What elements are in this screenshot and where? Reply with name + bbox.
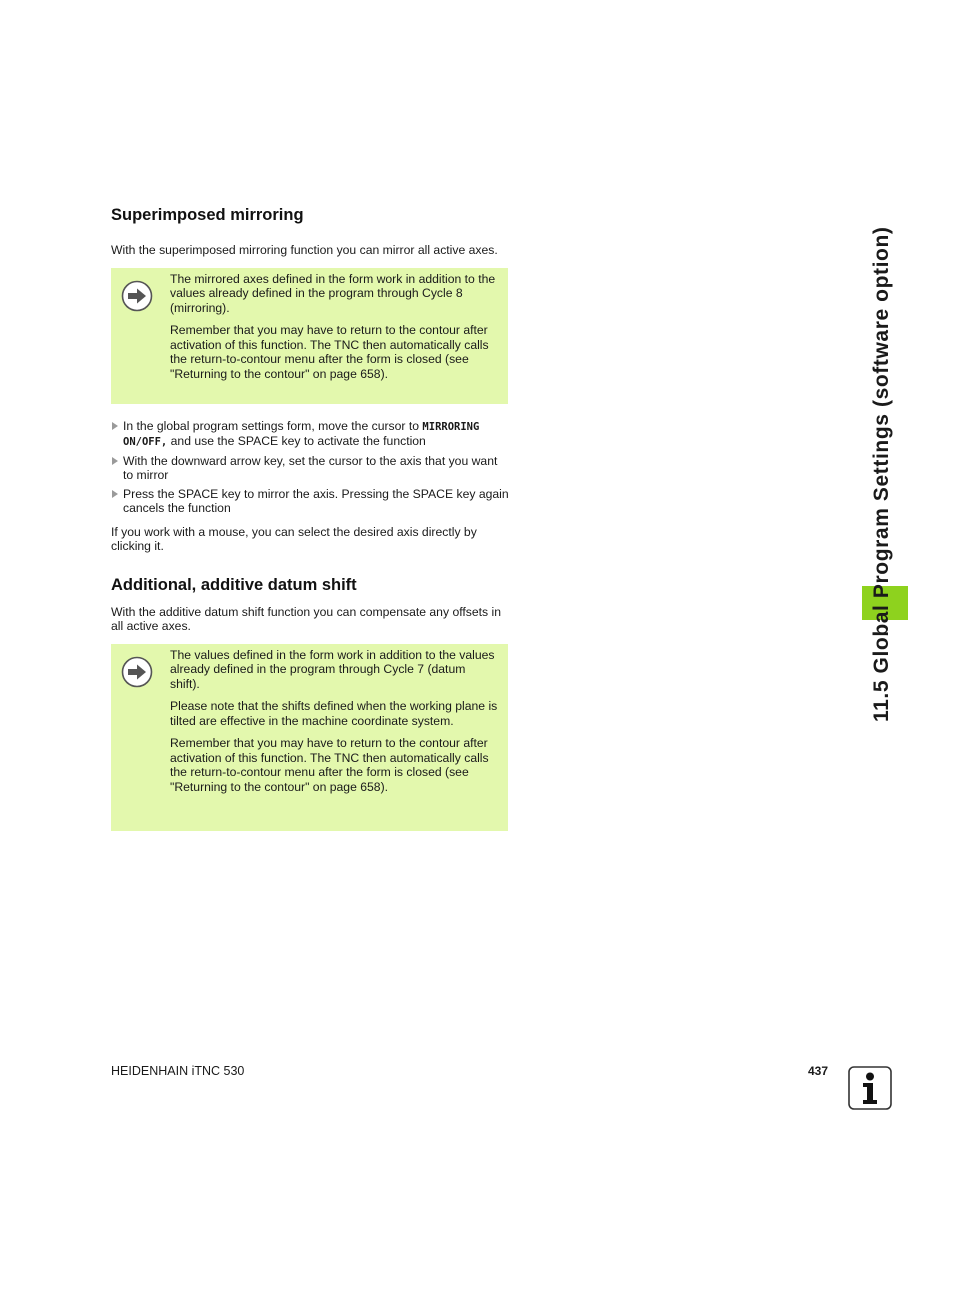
- page-number: 437: [808, 1064, 829, 1078]
- footer-product: HEIDENHAIN iTNC 530: [111, 1064, 245, 1078]
- chapter-title: 11.5 Global Program Settings (software option): [870, 226, 893, 722]
- note-text: Remember that you may have to return to the contour after activation of this function. The TNC then automatically calls the return-to-contour menu after the form is closed (see "Returning to the contour" on page 658).: [170, 736, 489, 794]
- datum-shift-intro: With the additive datum shift function you can compensate any offsets in all active axes.: [111, 604, 501, 633]
- main-content: [111, 205, 509, 831]
- list-item: With the downward arrow key, set the cursor to the axis that you want to mirror: [111, 454, 509, 483]
- arrow-right-icon: [121, 280, 153, 312]
- note-text: Remember that you may have to return to the contour after activation of this function. The TNC then automatically calls the return-to-contour menu after the form is closed (see "Returning to the contour" on page 658).: [170, 323, 489, 381]
- bullet-triangle-icon: [112, 490, 118, 498]
- list-item: In the global program settings form, move the cursor to MIRRORING ON/OFF, and use the SPACE key to activate the function: [111, 419, 509, 450]
- bullet-triangle-icon: [112, 422, 118, 430]
- mirroring-intro: With the superimposed mirroring function you can mirror all active axes.: [111, 243, 498, 257]
- step-list: [111, 419, 509, 516]
- arrow-right-icon: [121, 656, 153, 688]
- list-item: Press the SPACE key to mirror the axis. Pressing the SPACE key again cancels the function: [111, 487, 509, 516]
- info-icon: [848, 1066, 892, 1110]
- note-text: Please note that the shifts defined when the working plane is tilted are effective in the machine coordinate system.: [170, 699, 498, 728]
- section-heading-mirroring: Superimposed mirroring: [111, 206, 304, 224]
- softkey-code: MIRRORING ON/OFF,: [123, 420, 480, 448]
- note-box-datum-shift: [111, 644, 508, 831]
- bullet-triangle-icon: [112, 457, 118, 465]
- note-box-mirroring: [111, 268, 508, 404]
- note-text: The values defined in the form work in addition to the values already defined in the program through Cycle 7 (datum shift).: [170, 647, 495, 691]
- mouse-note: If you work with a mouse, you can select the desired axis directly by clicking it.: [111, 524, 477, 553]
- note-text: The mirrored axes defined in the form work in addition to the values already defined in the program through Cycle 8 (mirroring).: [170, 271, 496, 315]
- section-heading-datum-shift: Additional, additive datum shift: [111, 575, 357, 594]
